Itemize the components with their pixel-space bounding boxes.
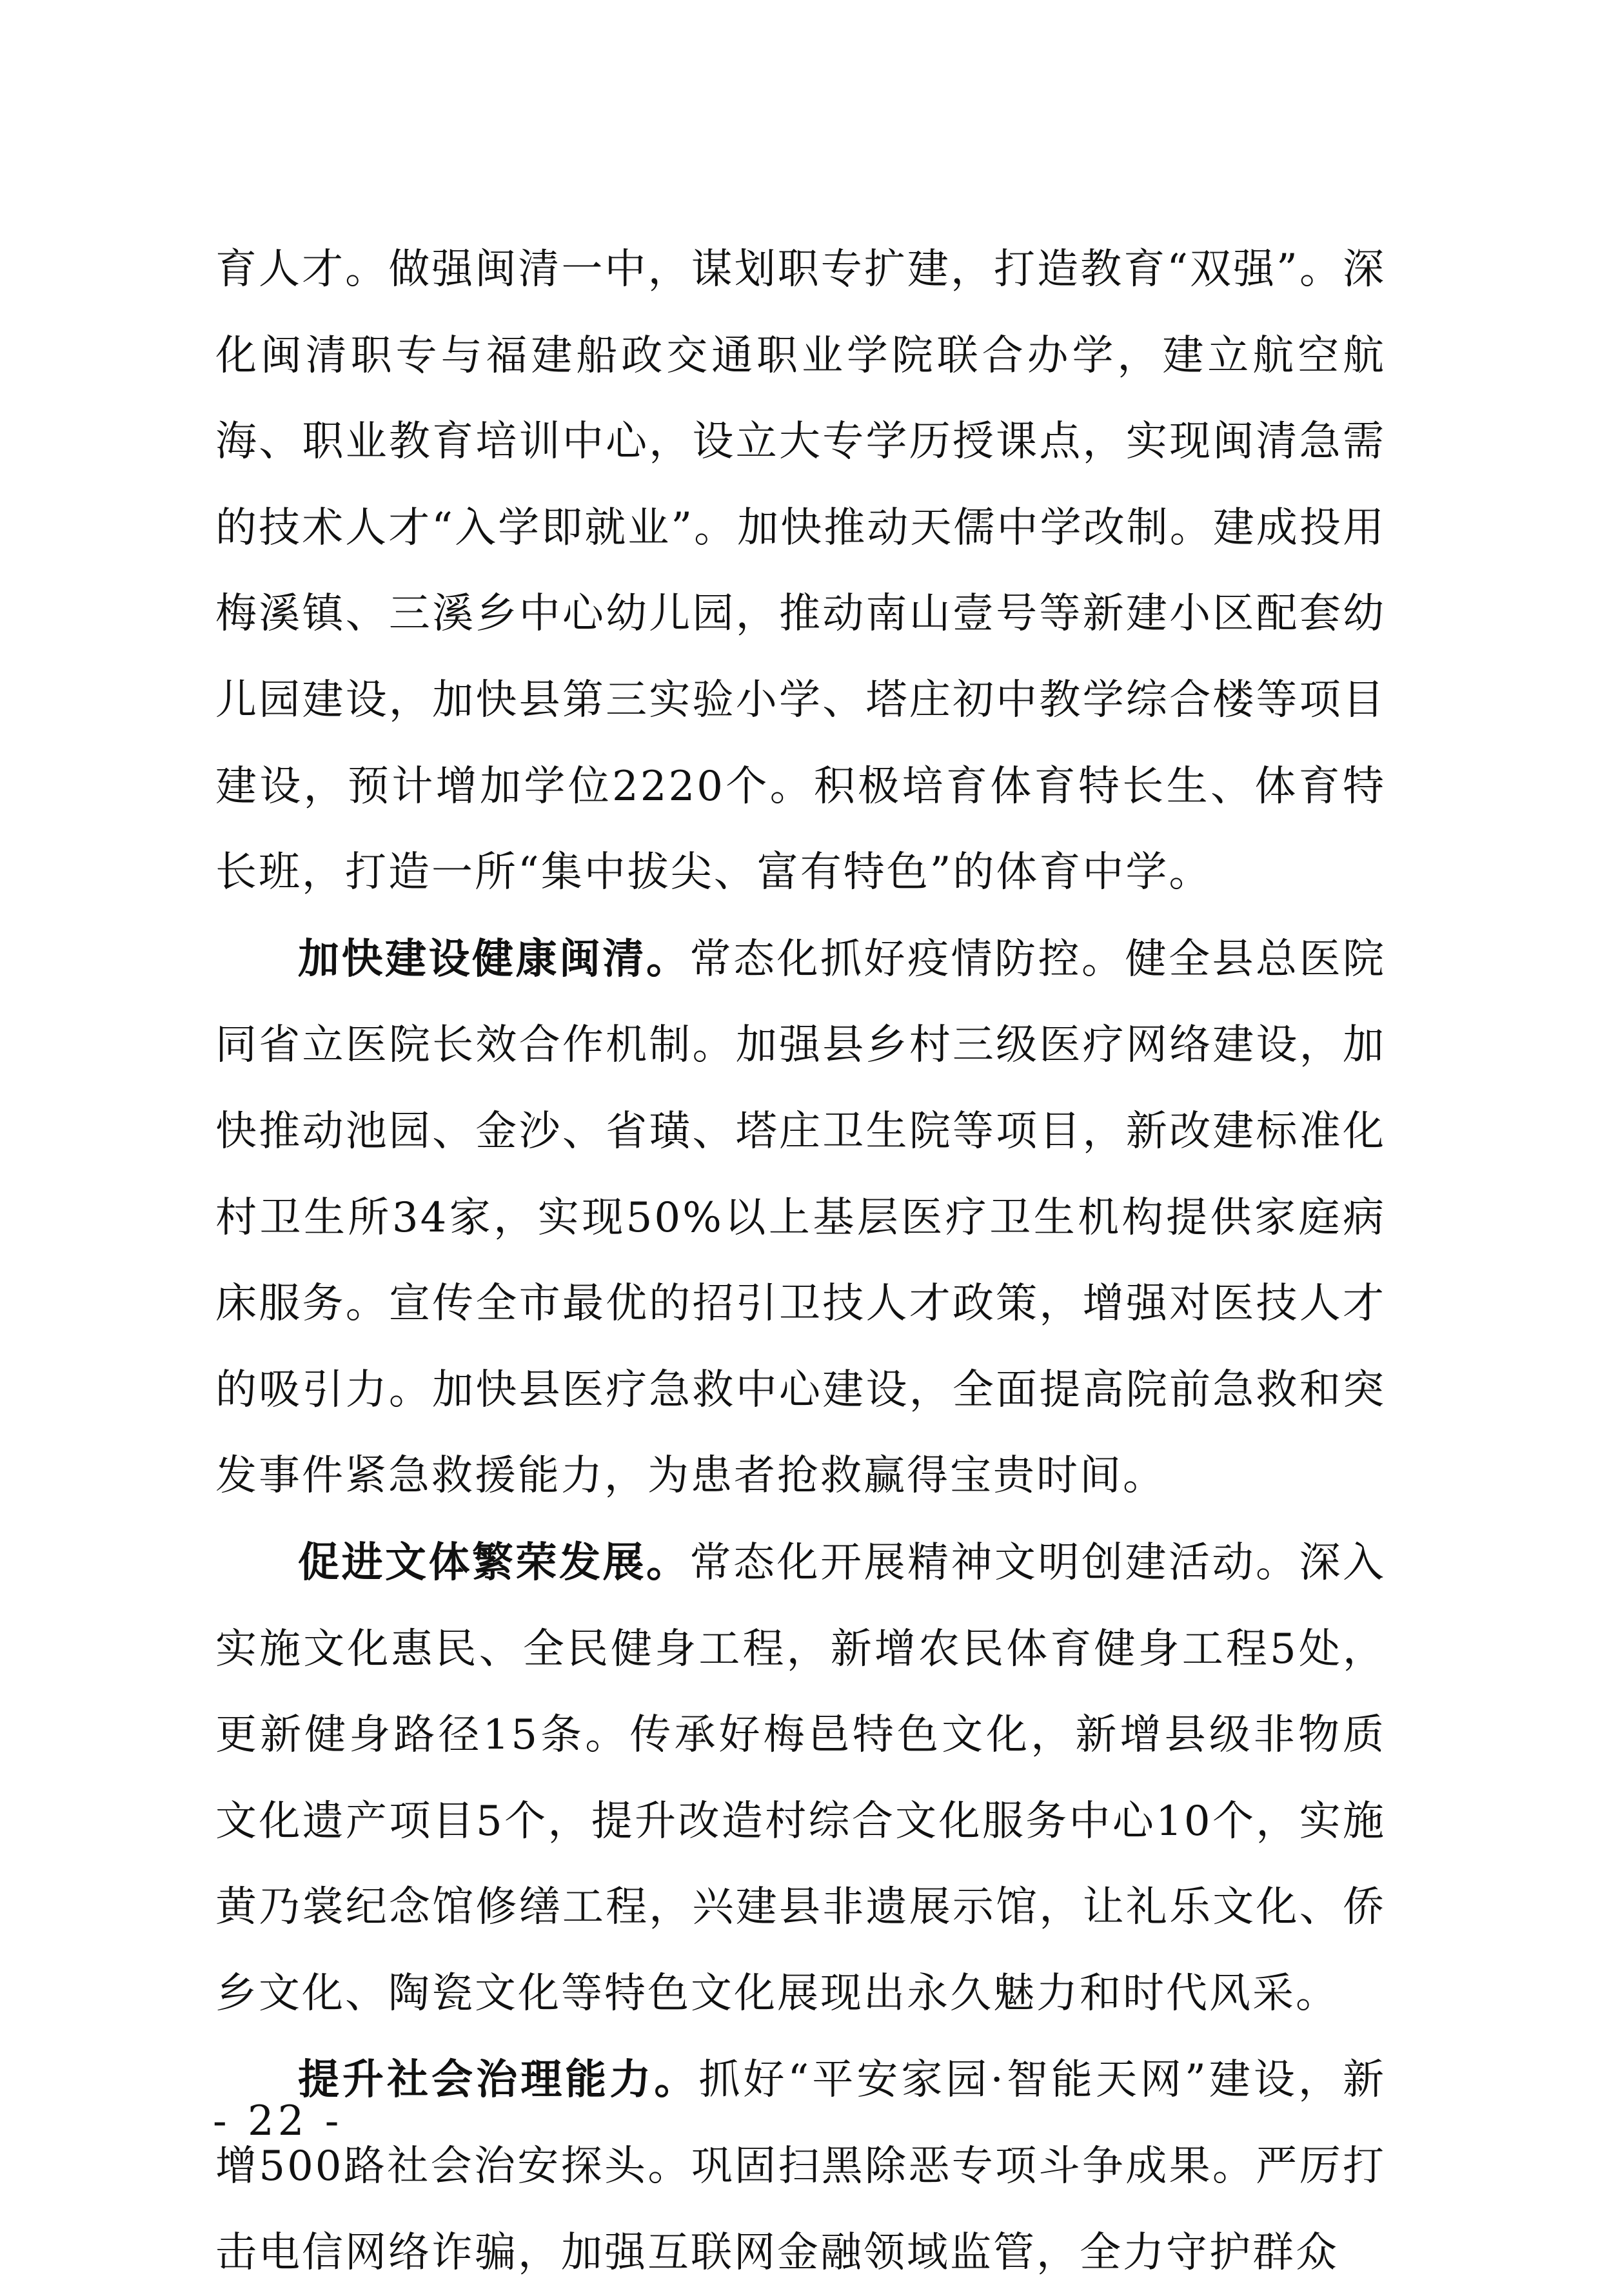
paragraph-body: 育人才。做强闽清一中，谋划职专扩建，打造教育“双强”。深化闽清职专与福建船政交通职业学院联合办学，建立航空航海、职业教育培训中心，设立大专学历授课点，实现闽清急需的技术人才“入学即就业”。加快推动天儒中学改制。建成投用梅溪镇、三溪乡中心幼儿园，推动南山壹号等新建小区配套幼儿园建设，加快县第三实验小学、塔庄初中教学综合楼等项目建设，预计增加学位2220个。积极培育体育特长生、体育特长班，打造一所“集中拔尖、富有特色”的体育中学。 [215,246,1386,897]
paragraph-social-governance [215,2037,1386,2296]
paragraph-body: 常态化开展精神文明创建活动。深入实施文化惠民、全民健身工程，新增农民体育健身工程5处，更新健身路径15条。传承好梅邑特色文化，新增县级非物质文化遗产项目5个，提升改造村综合文化服务中心10个，实施黄乃裳纪念馆修缮工程，兴建县非遗展示馆，让礼乐文化、侨乡文化、陶瓷文化等特色文化展现出永久魅力和时代风采。 [215,1538,1386,2017]
paragraph-body: 抓好“平安家园·智能天网”建设，新增500路社会治安探头。巩固扫黑除恶专项斗争成果。严厉打击电信网络诈骗，加强互联网金融领域监管，全力守护群众 [215,2056,1387,2277]
paragraph-heading: 加快建设健康闽清。 [298,934,690,983]
body-text [215,227,1386,2296]
paragraph-culture-sports [215,1520,1386,2037]
paragraph-heading: 促进文体繁荣发展。 [298,1538,690,1587]
paragraph-health [215,916,1386,1520]
paragraph-heading: 提升社会治理能力。 [298,2056,699,2105]
page-number: - 22 - [213,2097,343,2145]
paragraph-body: 常态化抓好疫情防控。健全县总医院同省立医院长效合作机制。加强县乡村三级医疗网络建设，加快推动池园、金沙、省璜、塔庄卫生院等项目，新改建标准化村卫生所34家，实现50%以上基层医疗卫生机构提供家庭病床服务。宣传全市最优的招引卫技人才政策，增强对医技人才的吸引力。加快县医疗急救中心建设，全面提高院前急救和突发事件紧急救援能力，为患者抢救赢得宝贵时间。 [215,935,1386,1500]
paragraph-education [215,227,1386,916]
